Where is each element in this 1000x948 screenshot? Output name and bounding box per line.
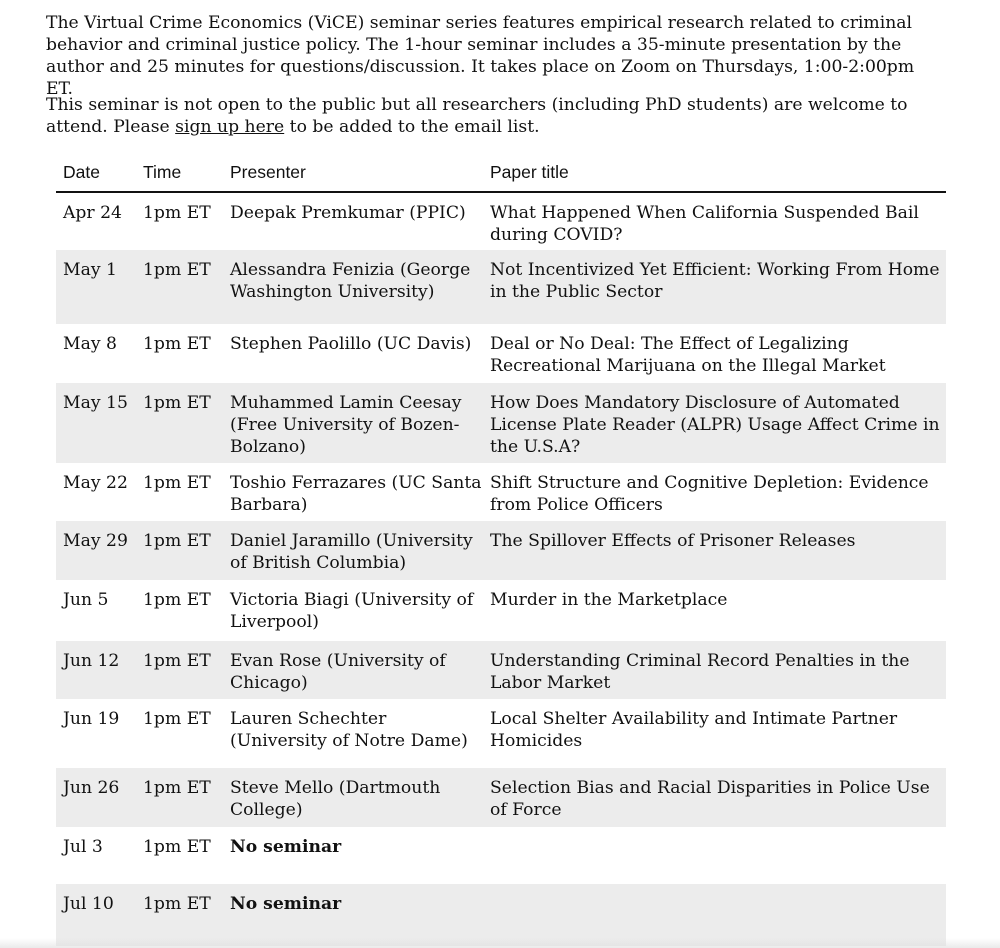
- paper-title-cell: Murder in the Marketplace: [490, 590, 728, 610]
- date-cell: Apr 24: [63, 203, 122, 223]
- date-cell: Jun 26: [56, 768, 136, 827]
- paper-title-cell: Selection Bias and Racial Disparities in Police Use of Force: [483, 768, 946, 827]
- table-row: [56, 641, 946, 699]
- date-cell: May 1: [56, 250, 136, 324]
- date-cell: Jul 10: [56, 884, 136, 946]
- date-cell: Jul 3: [63, 837, 103, 857]
- intro-paragraph: The Virtual Crime Economics (ViCE) seminar series features empirical research related to criminal behavior and criminal justice policy. The 1-hour seminar includes a 35-minute presentation by the author and 25 minutes for questions/discussion. It takes place on Zoom on Thursdays, 1:00-2:00pm ET.: [46, 13, 915, 99]
- time-cell: 1pm ET: [136, 521, 223, 580]
- presenter-cell: Deepak Premkumar (PPIC): [230, 203, 466, 223]
- paper-title-cell: Deal or No Deal: The Effect of Legalizing Recreational Marijuana on the Illegal Market: [490, 334, 886, 376]
- paper-title-cell: How Does Mandatory Disclosure of Automated License Plate Reader (ALPR) Usage Affect Crime in the U.S.A?: [483, 383, 946, 463]
- time-cell: 1pm ET: [143, 473, 211, 493]
- date-cell: May 15: [56, 383, 136, 463]
- column-header-paper-title: Paper title: [483, 154, 946, 192]
- time-cell: 1pm ET: [136, 383, 223, 463]
- signup-text-before: This seminar is not open to the public but all researchers (including PhD students) are welcome to attend. Please: [46, 95, 908, 137]
- table-row: [56, 768, 946, 827]
- time-cell: 1pm ET: [143, 334, 211, 354]
- column-header-presenter: Presenter: [223, 154, 483, 192]
- date-cell: May 22: [63, 473, 128, 493]
- presenter-cell: Evan Rose (University of Chicago): [223, 641, 483, 699]
- page-bottom-shadow: [0, 938, 1000, 948]
- table-row: [56, 521, 946, 580]
- table-header-row: [56, 154, 946, 192]
- presenter-cell: No seminar: [223, 884, 483, 946]
- table-row: [56, 463, 946, 521]
- presenter-cell: Daniel Jaramillo (University of British Columbia): [223, 521, 483, 580]
- date-cell: Jun 12: [56, 641, 136, 699]
- signup-paragraph: [46, 94, 946, 138]
- table-row: [56, 324, 946, 383]
- paper-title-cell: Not Incentivized Yet Efficient: Working From Home in the Public Sector: [483, 250, 946, 324]
- presenter-cell: Stephen Paolillo (UC Davis): [230, 334, 472, 354]
- table-row: [56, 580, 946, 641]
- table-row: [56, 884, 946, 946]
- column-header-time: Time: [136, 154, 223, 192]
- presenter-cell: Toshio Ferrazares (UC Santa Barbara): [230, 473, 482, 515]
- table-row: [56, 699, 946, 768]
- table-row: [56, 192, 946, 250]
- time-cell: 1pm ET: [143, 590, 211, 610]
- time-cell: 1pm ET: [143, 837, 211, 857]
- signup-text-after: to be added to the email list.: [284, 117, 540, 137]
- time-cell: 1pm ET: [136, 641, 223, 699]
- paper-title-cell: [483, 884, 946, 946]
- time-cell: 1pm ET: [136, 768, 223, 827]
- table-row: [56, 250, 946, 324]
- time-cell: 1pm ET: [136, 884, 223, 946]
- table-row: [56, 827, 946, 884]
- schedule-table: [56, 154, 946, 946]
- time-cell: 1pm ET: [136, 250, 223, 324]
- presenter-cell: Alessandra Fenizia (George Washington University): [223, 250, 483, 324]
- time-cell: 1pm ET: [143, 203, 211, 223]
- date-cell: Jun 5: [63, 590, 109, 610]
- presenter-cell: Victoria Biagi (University of Liverpool): [230, 590, 474, 632]
- table-row: [56, 383, 946, 463]
- paper-title-cell: Shift Structure and Cognitive Depletion: Evidence from Police Officers: [490, 473, 929, 515]
- presenter-cell: Muhammed Lamin Ceesay (Free University of Bozen-Bolzano): [223, 383, 483, 463]
- date-cell: Jun 19: [63, 709, 120, 729]
- paper-title-cell: What Happened When California Suspended Bail during COVID?: [490, 203, 919, 245]
- signup-link[interactable]: sign up here: [175, 117, 285, 137]
- time-cell: 1pm ET: [143, 709, 211, 729]
- presenter-cell: Steve Mello (Dartmouth College): [223, 768, 483, 827]
- presenter-cell: Lauren Schechter (University of Notre Dame): [230, 709, 468, 751]
- date-cell: May 8: [63, 334, 117, 354]
- paper-title-cell: The Spillover Effects of Prisoner Releases: [483, 521, 946, 580]
- column-header-date: Date: [56, 154, 136, 192]
- paper-title-cell: Local Shelter Availability and Intimate Partner Homicides: [490, 709, 898, 751]
- presenter-cell: No seminar: [230, 837, 342, 857]
- date-cell: May 29: [56, 521, 136, 580]
- paper-title-cell: [483, 827, 946, 884]
- paper-title-cell: Understanding Criminal Record Penalties in the Labor Market: [483, 641, 946, 699]
